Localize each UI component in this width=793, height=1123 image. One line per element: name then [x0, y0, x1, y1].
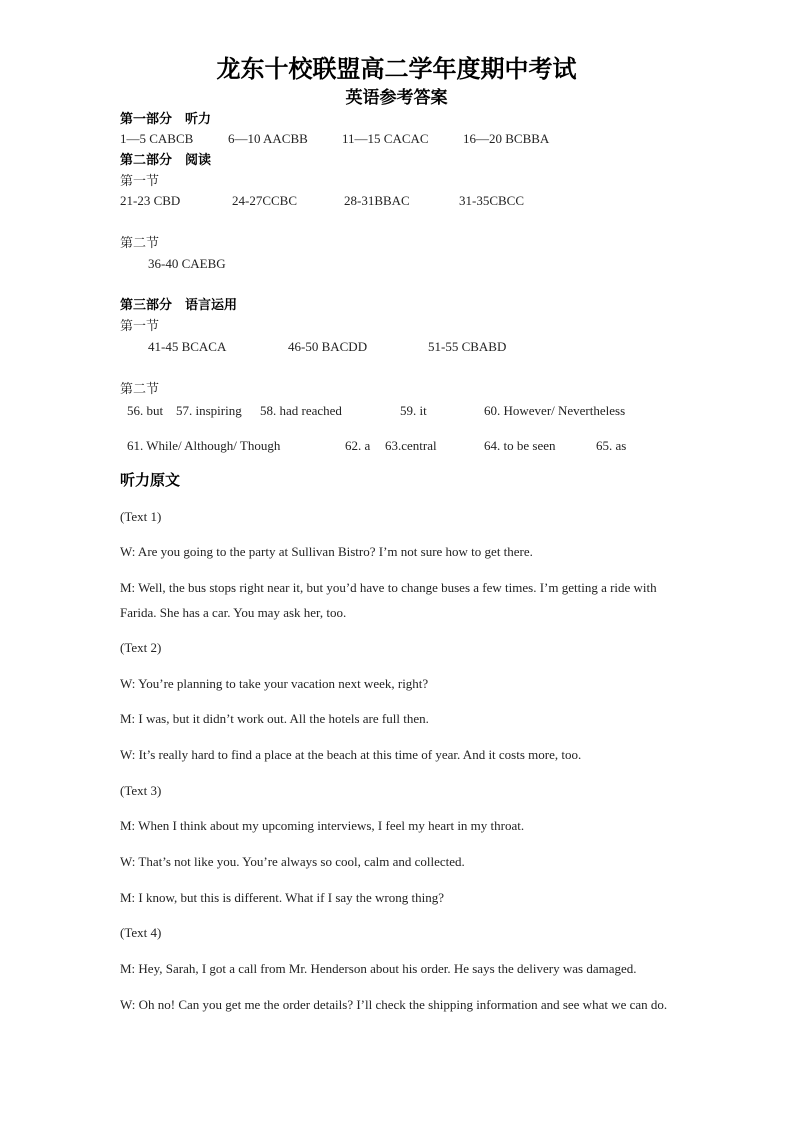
- transcript-line: W: That’s not like you. You’re always so cool, calm and collected.: [120, 854, 465, 869]
- answer-group: 46-50 BACDD: [288, 339, 368, 354]
- answer-group: 36-40 CAEBG: [148, 256, 226, 271]
- fill-answer: 65. as: [596, 438, 627, 453]
- answer-group: 21-23 CBD: [120, 193, 181, 208]
- section-label: 第二节: [120, 381, 160, 396]
- transcript-line: W: Oh no! Can you get me the order details? I’ll check the shipping information and see what we can do.: [120, 997, 668, 1012]
- fill-answer: 56. but: [127, 403, 164, 418]
- answer-group: 51-55 CBABD: [428, 339, 507, 354]
- transcript-heading: 听力原文: [120, 473, 181, 489]
- answer-group: 24-27CCBC: [232, 193, 298, 208]
- page-title: 龙东十校联盟高二学年度期中考试: [216, 57, 577, 83]
- answer-group: 31-35CBCC: [459, 193, 525, 208]
- fill-answer: 57. inspiring: [176, 403, 242, 418]
- fill-answer: 64. to be seen: [484, 438, 556, 453]
- fill-answer: 59. it: [400, 403, 427, 418]
- transcript-line: M: When I think about my upcoming interviews, I feel my heart in my throat.: [120, 818, 525, 833]
- part3-heading: 第三部分 语言运用: [120, 297, 238, 312]
- fill-answer: 63.central: [385, 438, 437, 453]
- transcript-line: M: I know, but this is different. What if I say the wrong thing?: [120, 890, 444, 905]
- transcript-line: W: Are you going to the party at Sullivan Bistro? I’m not sure how to get there.: [120, 544, 533, 559]
- transcript-line: M: Well, the bus stops right near it, but you’d have to change buses a few times. I’m getting a ride with Farida. She has a car. You may ask her, too.: [120, 580, 657, 620]
- fill-answer: 61. While/ Although/ Though: [127, 438, 281, 453]
- transcript-line: M: Hey, Sarah, I got a call from Mr. Henderson about his order. He says the delivery was damaged.: [120, 961, 637, 976]
- transcript-line: (Text 3): [120, 783, 162, 798]
- answer-group: 1—5 CABCB: [120, 131, 194, 146]
- page-subtitle: 英语参考答案: [345, 88, 448, 107]
- transcript-line: W: It’s really hard to find a place at the beach at this time of year. And it costs more, too.: [120, 747, 582, 762]
- transcript-line: (Text 4): [120, 925, 162, 940]
- answer-group: 6—10 AACBB: [228, 131, 308, 146]
- transcript-line: W: You’re planning to take your vacation next week, right?: [120, 676, 429, 691]
- part2-heading: 第二部分 阅读: [120, 152, 212, 167]
- transcript-line: (Text 2): [120, 640, 162, 655]
- transcript-line: (Text 1): [120, 509, 162, 524]
- fill-answer: 60. However/ Nevertheless: [484, 403, 626, 418]
- answer-group: 28-31BBAC: [344, 193, 410, 208]
- part1-heading: 第一部分 听力: [120, 111, 212, 126]
- section-label: 第二节: [120, 235, 160, 250]
- answer-group: 16—20 BCBBA: [463, 131, 550, 146]
- fill-answer: 58. had reached: [260, 403, 342, 418]
- answer-group: 11—15 CACAC: [342, 131, 429, 146]
- section-label: 第一节: [120, 173, 160, 188]
- transcript-line: M: I was, but it didn’t work out. All the hotels are full then.: [120, 711, 429, 726]
- answer-group: 41-45 BCACA: [148, 339, 227, 354]
- fill-answer: 62. a: [345, 438, 371, 453]
- section-label: 第一节: [120, 318, 160, 333]
